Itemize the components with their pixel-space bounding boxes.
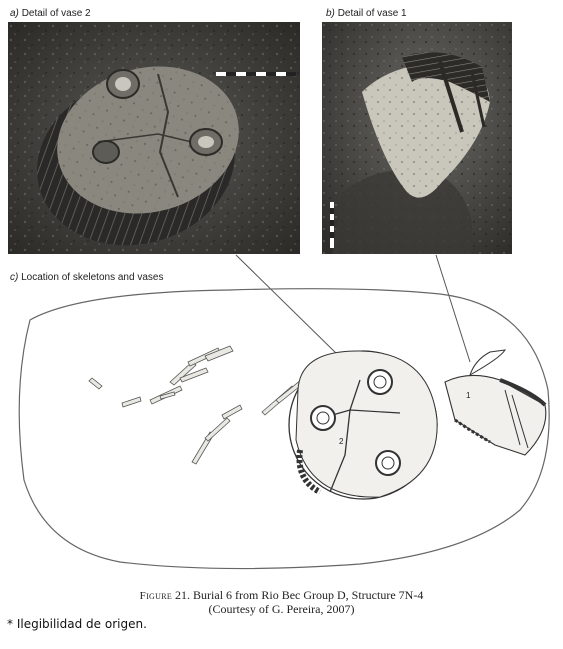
vase-1-number: 1 xyxy=(466,391,471,400)
vase-1-plan xyxy=(445,350,546,455)
vase-2-number: 2 xyxy=(339,437,344,446)
figure-caption-line-2: (Courtesy of G. Pereira, 2007) xyxy=(208,602,355,616)
figure-caption-line-1 xyxy=(0,588,563,603)
vase-2-plan xyxy=(289,351,437,499)
figure-caption-text: 21. Burial 6 from Rio Bec Group D, Structure 7N-4 xyxy=(172,588,424,602)
panel-b-letter: b) xyxy=(326,8,335,19)
panel-c-title: Location of skeletons and vases xyxy=(21,272,164,283)
skeleton-fragments xyxy=(89,346,304,464)
panel-c-letter: c) xyxy=(10,272,19,283)
panel-a-title: Detail of vase 2 xyxy=(21,8,91,19)
panel-a-letter: a) xyxy=(10,8,19,19)
panel-b-title: Detail of vase 1 xyxy=(337,8,407,19)
footnote: * Ilegibilidad de origen. xyxy=(7,617,147,631)
figure-label: Figure xyxy=(139,590,173,602)
leader-line-vase-1 xyxy=(436,255,470,362)
leader-line-vase-2 xyxy=(236,255,340,357)
